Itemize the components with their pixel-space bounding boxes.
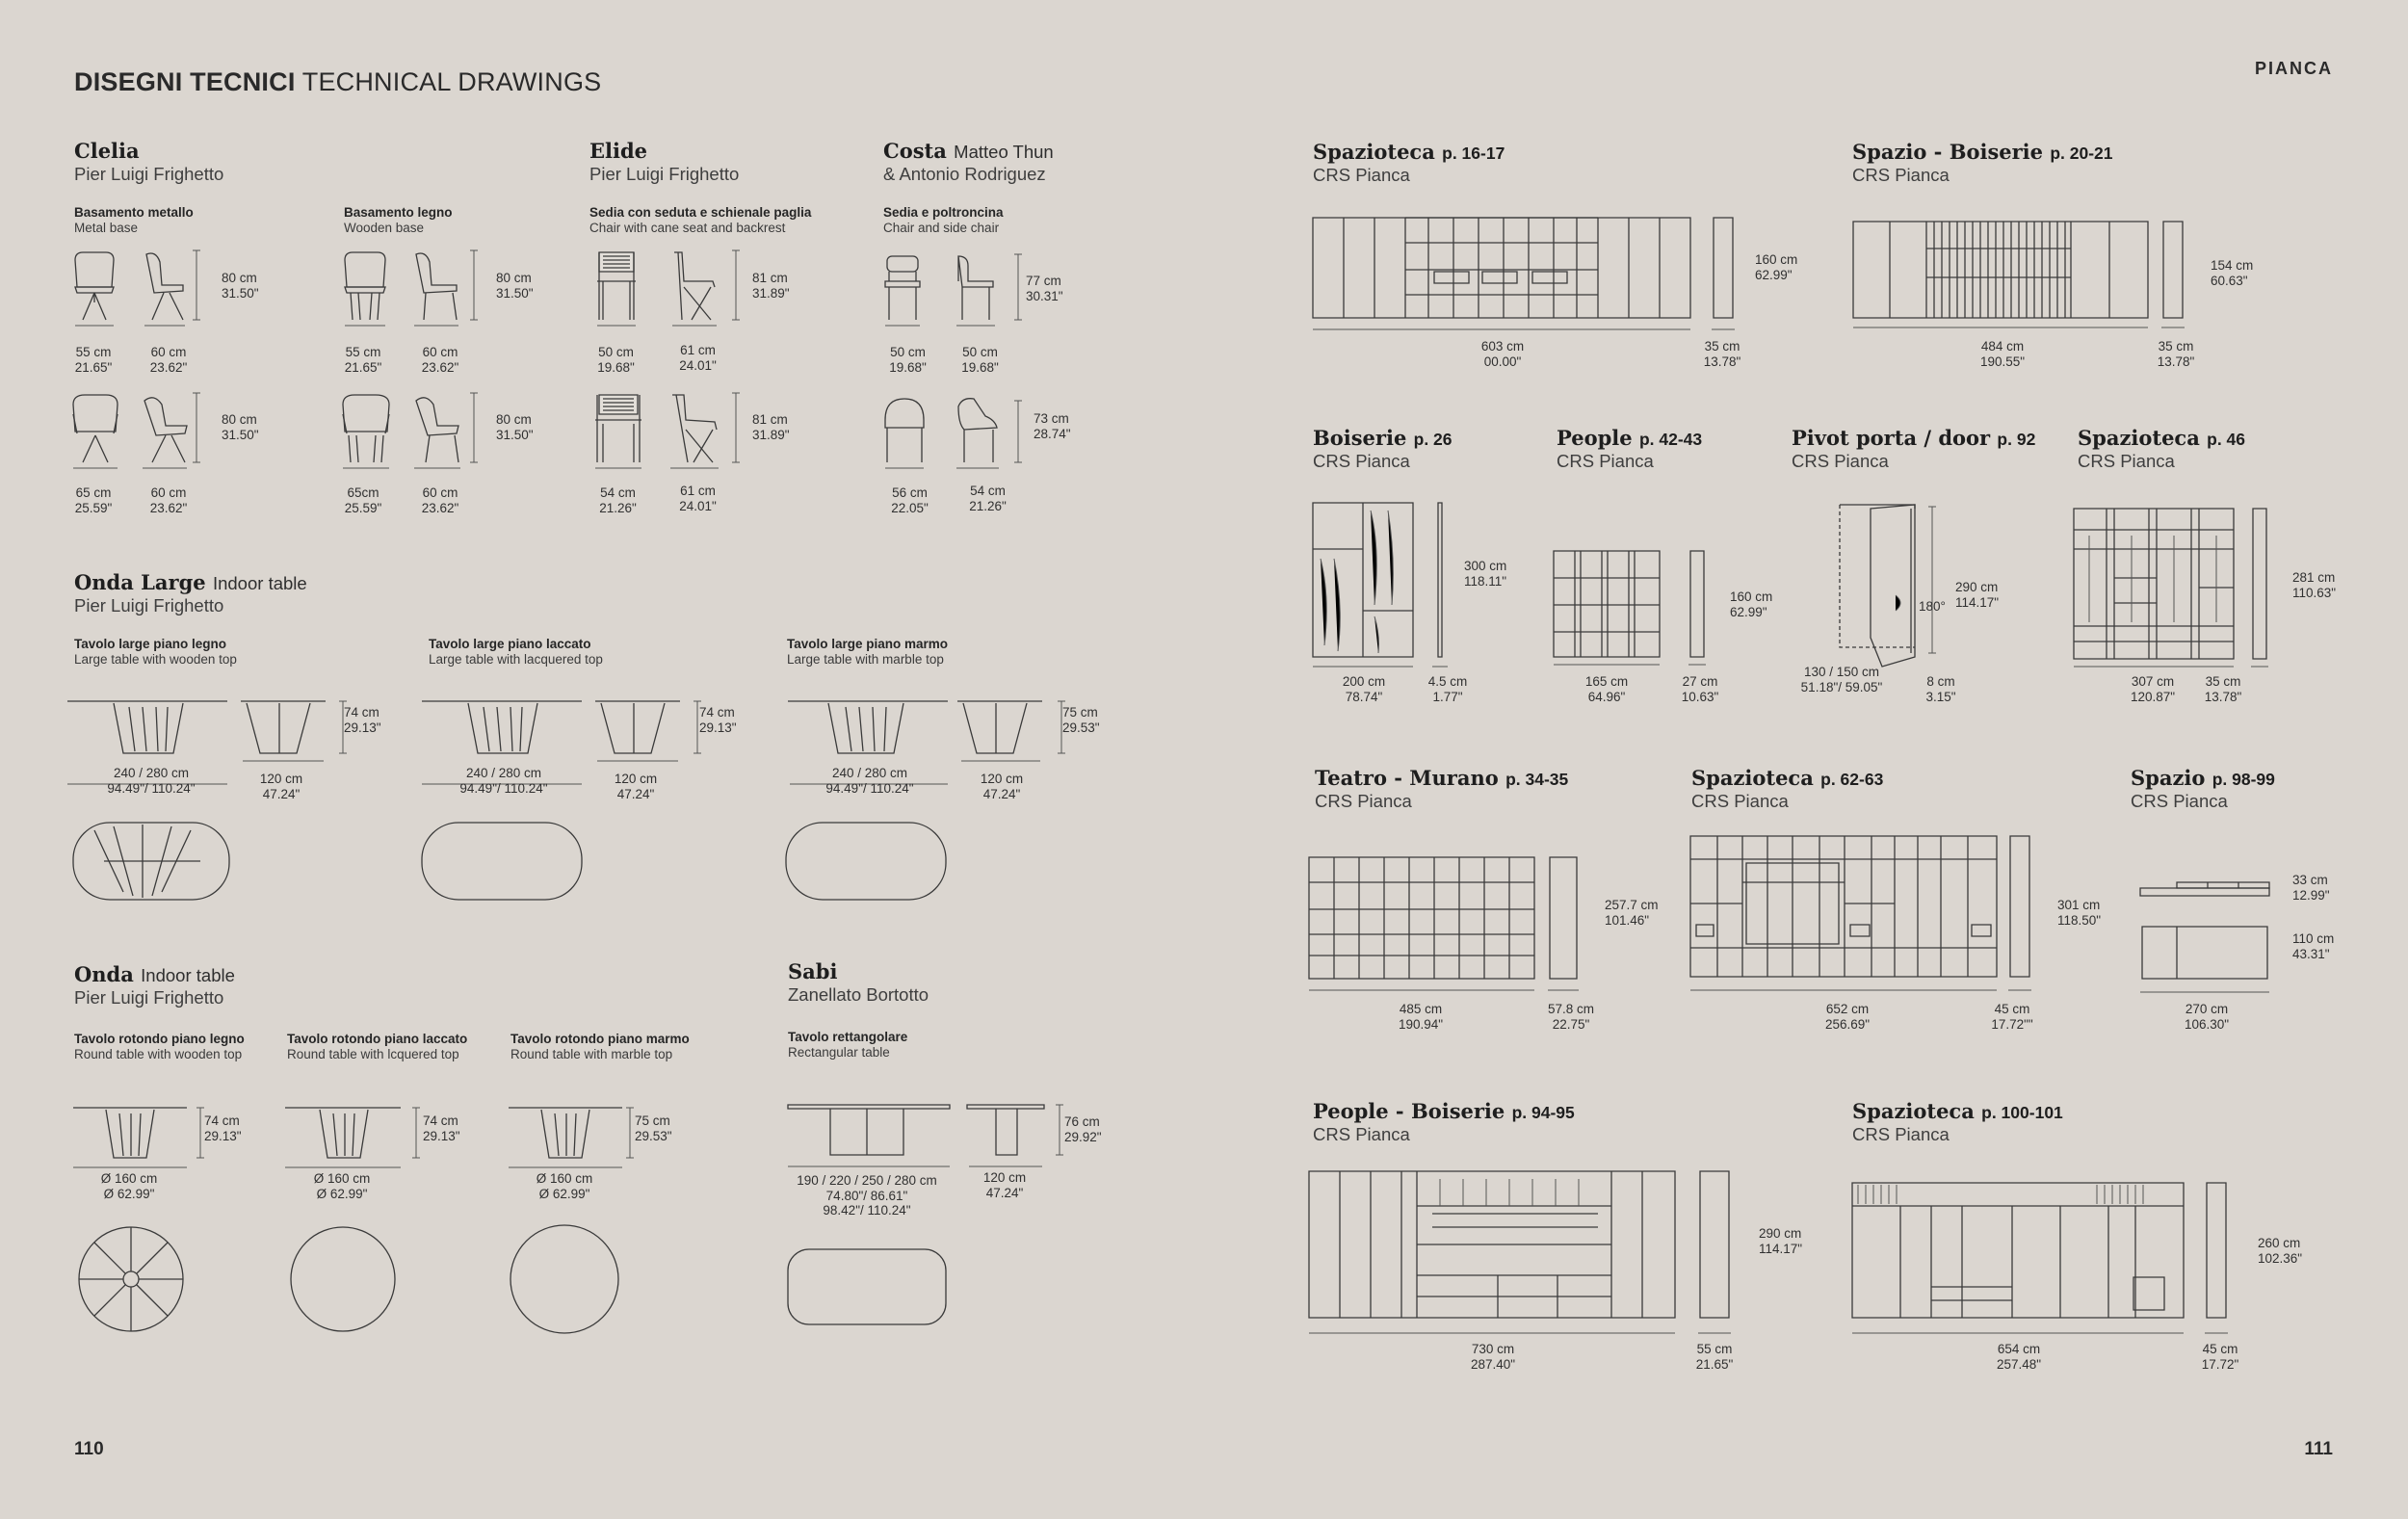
spazioteca-100-heading	[1852, 1099, 2063, 1145]
subtitle: Tavolo large piano laccato	[429, 637, 591, 651]
subdesc: Round table with wooden top	[74, 1047, 243, 1061]
dim: 75 cm 29.53"	[1062, 705, 1100, 735]
product-name: Boiserie	[1313, 426, 1407, 450]
subdesc: Chair with cane seat and backrest	[589, 221, 786, 235]
dim: 8 cm 3.15"	[1925, 674, 1956, 704]
pivot-door-drawing	[1838, 503, 1953, 668]
dim: 61 cm 24.01"	[679, 484, 717, 513]
dim: 260 cm 102.36"	[2258, 1236, 2303, 1266]
page-ref: p. 62-63	[1820, 770, 1884, 789]
dim: 35 cm 13.78"	[2204, 674, 2242, 704]
dim: 60 cm 23.62"	[149, 345, 188, 375]
page-ref: p. 98-99	[2212, 770, 2275, 789]
page-ref: p. 92	[1997, 430, 2036, 449]
dim: 603 cm 00.00"	[1480, 339, 1525, 369]
people-boiserie-heading	[1313, 1099, 1575, 1145]
dim: 74 cm 29.13"	[344, 705, 381, 735]
dim: 81 cm 31.89"	[752, 412, 790, 442]
designer: CRS Pianca	[1691, 791, 1789, 811]
subdesc: Wooden base	[344, 221, 425, 235]
designer: CRS Pianca	[2078, 451, 2175, 471]
product-name: Pivot porta / door	[1792, 426, 1991, 450]
page-ref: p. 20-21	[2050, 144, 2113, 163]
teatro-murano-drawing	[1307, 855, 1596, 996]
dim: 61 cm 24.01"	[679, 343, 717, 373]
dim: 65 cm 25.59"	[74, 485, 113, 515]
subdesc: Metal base	[74, 221, 139, 235]
designer-inline: Matteo Thun	[954, 142, 1054, 162]
spazioteca-46-drawing	[2072, 507, 2303, 668]
product-name: People	[1557, 426, 1633, 450]
spazioteca-100-drawing	[1850, 1181, 2236, 1343]
sabi-label	[788, 1030, 907, 1060]
designer: CRS Pianca	[1313, 1124, 1410, 1144]
designer: & Antonio Rodriguez	[883, 164, 1046, 184]
dim: 45 cm 17.72""	[1991, 1002, 2033, 1032]
dim: Ø 160 cm Ø 62.99"	[100, 1171, 158, 1201]
product-name: Spazioteca	[1313, 140, 1435, 164]
dim: 120 cm 47.24"	[614, 772, 658, 801]
product-name: People - Boiserie	[1313, 1099, 1505, 1123]
boiserie-heading	[1313, 426, 1453, 472]
dim: 55 cm 21.65"	[74, 345, 113, 375]
dim: 652 cm 256.69"	[1824, 1002, 1871, 1032]
clelia-metal-chair-drawing	[69, 249, 204, 327]
people-heading	[1557, 426, 1702, 472]
dim: 301 cm 118.50"	[2057, 898, 2102, 928]
dim: 240 / 280 cm 94.49"/ 110.24"	[107, 766, 196, 796]
dim: Ø 160 cm Ø 62.99"	[536, 1171, 593, 1201]
dim: 50 cm 19.68"	[961, 345, 999, 375]
dim: 75 cm 29.53"	[635, 1113, 672, 1143]
people-drawing	[1552, 549, 1754, 672]
dim: 80 cm 31.50"	[222, 412, 259, 442]
costa-side-chair-drawing	[881, 395, 1035, 470]
onda-large-item-1-label	[74, 637, 237, 667]
page-title	[74, 67, 601, 97]
page-number-left: 110	[74, 1439, 104, 1459]
dim: 300 cm 118.11"	[1464, 559, 1507, 589]
subdesc: Chair and side chair	[883, 221, 1000, 235]
people-boiserie-drawing	[1307, 1169, 1760, 1343]
page-ref: p. 16-17	[1442, 144, 1505, 163]
product-name: Spazio	[2131, 766, 2206, 790]
spazio-98-drawing	[2138, 880, 2283, 996]
onda-large-item-3-label	[787, 637, 948, 667]
spazioteca-16-drawing	[1311, 216, 1754, 331]
product-tag: Indoor table	[141, 965, 235, 985]
clelia-heading	[74, 139, 223, 185]
pivot-door-heading	[1792, 426, 2035, 472]
elide-chair-drawing	[595, 249, 754, 327]
dim: 60 cm 23.62"	[149, 485, 188, 515]
subtitle: Tavolo large piano marmo	[787, 637, 949, 651]
designer: CRS Pianca	[1852, 165, 1950, 185]
dim: 130 / 150 cm 51.18"/ 59.05"	[1800, 665, 1883, 694]
dim: 200 cm 78.74"	[1342, 674, 1386, 704]
spazio-98-heading	[2131, 766, 2275, 812]
dim: 80 cm 31.50"	[496, 412, 534, 442]
pivot-angle: 180°	[1919, 599, 1946, 614]
product-name: Spazioteca	[1852, 1099, 1975, 1123]
dim: 73 cm 28.74"	[1034, 411, 1071, 441]
spazio-boiserie-drawing	[1851, 220, 2198, 335]
dim: 77 cm 30.31"	[1026, 274, 1063, 303]
dim: 240 / 280 cm 94.49"/ 110.24"	[825, 766, 914, 796]
designer: CRS Pianca	[1852, 1124, 1950, 1144]
subtitle: Tavolo rotondo piano legno	[74, 1032, 245, 1046]
onda-large-heading	[74, 570, 307, 616]
dim: 154 cm 60.63"	[2211, 258, 2254, 288]
product-name: Elide	[589, 139, 648, 163]
subtitle: Basamento legno	[344, 205, 453, 220]
dim: 120 cm 47.24"	[980, 772, 1024, 801]
dim: 80 cm 31.50"	[496, 271, 534, 301]
subdesc: Round table with marble top	[510, 1047, 673, 1061]
title-rest: TECHNICAL DRAWINGS	[301, 67, 602, 96]
page-ref: p. 94-95	[1511, 1103, 1575, 1122]
dim: 74 cm 29.13"	[699, 705, 737, 735]
onda-large-lacquered-drawing	[420, 695, 738, 907]
clelia-wood-label	[344, 205, 453, 235]
designer: Pier Luigi Frighetto	[74, 987, 224, 1008]
designer: CRS Pianca	[2131, 791, 2228, 811]
page-ref: p. 26	[1413, 430, 1453, 449]
boiserie-drawing	[1311, 501, 1465, 670]
designer: CRS Pianca	[1557, 451, 1654, 471]
onda-item-2-label	[287, 1032, 467, 1061]
dim: 65cm 25.59"	[344, 485, 382, 515]
subdesc: Large table with marble top	[787, 652, 944, 667]
dim: 270 cm 106.30"	[2184, 1002, 2230, 1032]
page-ref: p. 100-101	[1981, 1103, 2063, 1122]
dim: 57.8 cm 22.75"	[1547, 1002, 1595, 1032]
subdesc: Rectangular table	[788, 1045, 890, 1060]
dim: 50 cm 19.68"	[597, 345, 635, 375]
product-name: Clelia	[74, 139, 140, 163]
product-tag: Indoor table	[212, 573, 307, 593]
clelia-metal-label	[74, 205, 194, 235]
designer: CRS Pianca	[1313, 165, 1410, 185]
subtitle: Sedia con seduta e schienale paglia	[589, 205, 812, 220]
elide-label	[589, 205, 811, 235]
dim: Ø 160 cm Ø 62.99"	[313, 1171, 371, 1201]
spazioteca-62-heading	[1691, 766, 1883, 812]
dim: 4.5 cm 1.77"	[1427, 674, 1468, 704]
page-ref: p. 46	[2207, 430, 2246, 449]
dim: 190 / 220 / 250 / 280 cm 74.80"/ 86.61" 98.42"/ 110.24"	[797, 1173, 937, 1218]
product-name: Spazioteca	[2078, 426, 2200, 450]
dim: 81 cm 31.89"	[752, 271, 790, 301]
product-name: Costa	[883, 139, 947, 163]
clelia-metal-armchair-drawing	[69, 391, 204, 470]
subtitle: Tavolo rettangolare	[788, 1030, 908, 1044]
dim: 55 cm 21.65"	[1695, 1342, 1734, 1372]
dim: 80 cm 31.50"	[222, 271, 259, 301]
teatro-murano-heading	[1315, 766, 1568, 812]
dim: 281 cm 110.63"	[2292, 570, 2337, 600]
product-name: Spazio - Boiserie	[1852, 140, 2044, 164]
dim: 257.7 cm 101.46"	[1605, 898, 1659, 928]
product-name: Onda Large	[74, 570, 206, 594]
subtitle: Tavolo rotondo piano laccato	[287, 1032, 468, 1046]
dim: 50 cm 19.68"	[889, 345, 927, 375]
sabi-heading	[788, 959, 929, 1006]
subdesc: Large table with lacquered top	[429, 652, 603, 667]
costa-heading	[883, 139, 1054, 185]
dim: 654 cm 257.48"	[1996, 1342, 2042, 1372]
dim: 55 cm 21.65"	[344, 345, 382, 375]
spazioteca-16-heading	[1313, 140, 1505, 186]
dim: 60 cm 23.62"	[421, 345, 459, 375]
dim: 60 cm 23.62"	[421, 485, 459, 515]
dim: 54 cm 21.26"	[969, 484, 1007, 513]
product-name: Onda	[74, 962, 134, 986]
spazioteca-62-drawing	[1688, 834, 2035, 996]
elide-heading	[589, 139, 739, 185]
onda-item-1-label	[74, 1032, 245, 1061]
onda-heading	[74, 962, 235, 1008]
onda-large-item-2-label	[429, 637, 603, 667]
dim: 160 cm 62.99"	[1755, 252, 1798, 282]
subtitle: Tavolo large piano legno	[74, 637, 227, 651]
onda-item-3-label	[510, 1032, 690, 1061]
subtitle: Basamento metallo	[74, 205, 194, 220]
onda-large-wood-drawing	[65, 695, 383, 907]
dim: 120 cm 47.24"	[259, 772, 303, 801]
dim: 74 cm 29.13"	[204, 1113, 242, 1143]
dim: 484 cm 190.55"	[1979, 339, 2026, 369]
designer: CRS Pianca	[1792, 451, 1889, 471]
dim: 33 cm 12.99"	[2292, 873, 2330, 903]
dim: 160 cm 62.99"	[1730, 589, 1773, 619]
designer: Pier Luigi Frighetto	[74, 595, 224, 615]
designer: Zanellato Bortotto	[788, 984, 929, 1005]
page-ref: p. 34-35	[1505, 770, 1569, 789]
page-ref: p. 42-43	[1638, 430, 1703, 449]
dim: 74 cm 29.13"	[423, 1113, 460, 1143]
dim: 120 cm 47.24"	[982, 1170, 1027, 1200]
page-number-right: 111	[2304, 1439, 2333, 1459]
dim: 307 cm 120.87"	[2130, 674, 2176, 704]
onda-large-marble-drawing	[786, 695, 1104, 907]
title-bold: DISEGNI TECNICI	[74, 67, 296, 96]
product-name: Sabi	[788, 959, 838, 983]
designer: CRS Pianca	[1313, 451, 1410, 471]
clelia-wood-armchair-drawing	[339, 391, 493, 470]
product-name: Teatro - Murano	[1315, 766, 1499, 790]
elide-armchair-drawing	[595, 391, 754, 470]
designer: Pier Luigi Frighetto	[589, 164, 740, 184]
dim: 110 cm 43.31"	[2292, 931, 2335, 961]
subtitle: Tavolo rotondo piano marmo	[510, 1032, 690, 1046]
subdesc: Large table with wooden top	[74, 652, 237, 667]
dim: 485 cm 190.94"	[1398, 1002, 1444, 1032]
spazio-boiserie-heading	[1852, 140, 2113, 186]
dim: 165 cm 64.96"	[1584, 674, 1629, 704]
costa-chair-drawing	[881, 252, 1035, 327]
dim: 35 cm 13.78"	[1703, 339, 1741, 369]
brand-label: PIANCA	[2254, 59, 2333, 78]
clelia-wood-chair-drawing	[339, 249, 493, 327]
subdesc: Round table with lcquered top	[287, 1047, 459, 1061]
dim: 27 cm 10.63"	[1681, 674, 1719, 704]
costa-label	[883, 205, 1004, 235]
dim: 54 cm 21.26"	[599, 485, 637, 515]
dim: 35 cm 13.78"	[2157, 339, 2195, 369]
dim: 240 / 280 cm 94.49"/ 110.24"	[459, 766, 548, 796]
subtitle: Sedia e poltroncina	[883, 205, 1004, 220]
dim: 730 cm 287.40"	[1470, 1342, 1516, 1372]
designer: CRS Pianca	[1315, 791, 1412, 811]
spazioteca-46-heading	[2078, 426, 2245, 472]
dim: 56 cm 22.05"	[891, 485, 929, 515]
dim: 45 cm 17.72"	[2201, 1342, 2239, 1372]
dim: 76 cm 29.92"	[1064, 1114, 1102, 1144]
dim: 290 cm 114.17"	[1955, 580, 2000, 610]
product-name: Spazioteca	[1691, 766, 1814, 790]
dim: 290 cm 114.17"	[1759, 1226, 1803, 1256]
designer: Pier Luigi Frighetto	[74, 164, 224, 184]
